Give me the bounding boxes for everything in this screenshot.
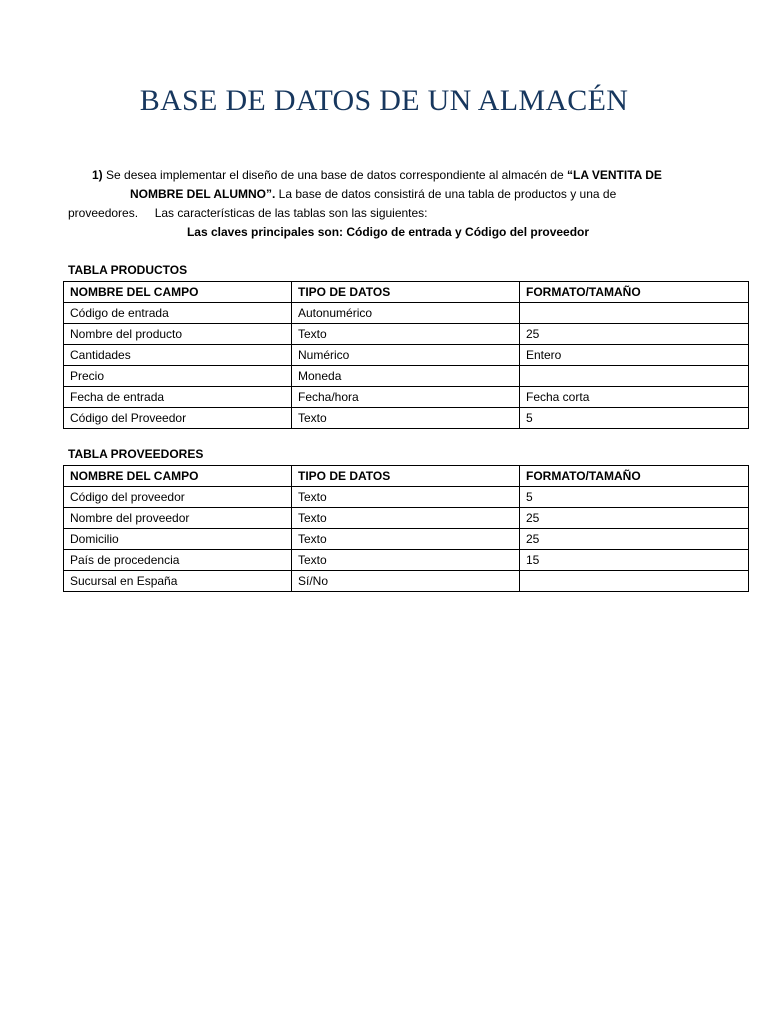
column-header: TIPO DE DATOS (292, 282, 520, 303)
proveedores-table-caption: TABLA PROVEEDORES (68, 447, 204, 461)
table-cell: Fecha corta (520, 387, 749, 408)
column-header: TIPO DE DATOS (292, 466, 520, 487)
table-cell: Precio (64, 366, 292, 387)
table-cell (520, 303, 749, 324)
productos-table (63, 281, 749, 429)
table-cell: Sucursal en España (64, 571, 292, 592)
table-row (64, 508, 749, 529)
page-title: BASE DE DATOS DE UN ALMACÉN (139, 84, 629, 117)
table-cell: 5 (520, 487, 749, 508)
table-cell: Cantidades (64, 345, 292, 366)
intro-line-1-text: Se desea implementar el diseño de una base de datos correspondiente al almacén de (102, 168, 567, 182)
column-header: NOMBRE DEL CAMPO (64, 466, 292, 487)
table-cell: 15 (520, 550, 749, 571)
table-cell: Moneda (292, 366, 520, 387)
intro-paragraph (68, 166, 708, 242)
column-header: FORMATO/TAMAÑO (520, 282, 749, 303)
table-row (64, 324, 749, 345)
table-cell: Fecha/hora (292, 387, 520, 408)
table-row (64, 529, 749, 550)
table-row (64, 487, 749, 508)
table-cell: Autonumérico (292, 303, 520, 324)
column-header: NOMBRE DEL CAMPO (64, 282, 292, 303)
table-cell: Código de entrada (64, 303, 292, 324)
table-cell: Texto (292, 408, 520, 429)
table-cell: País de procedencia (64, 550, 292, 571)
table-cell: Sí/No (292, 571, 520, 592)
productos-table-body (64, 282, 749, 429)
table-cell: Nombre del producto (64, 324, 292, 345)
column-header: FORMATO/TAMAÑO (520, 466, 749, 487)
proveedores-table (63, 465, 749, 592)
table-row (64, 550, 749, 571)
table-cell: 5 (520, 408, 749, 429)
table-row (64, 571, 749, 592)
intro-line-2-text: La base de datos consistirá de una tabla de productos y una de (275, 187, 617, 201)
intro-line-1-bold: “LA VENTITA DE (566, 168, 662, 182)
table-row (64, 387, 749, 408)
intro-line-2 (68, 185, 708, 204)
table-cell: Numérico (292, 345, 520, 366)
intro-number: 1) (92, 168, 103, 182)
proveedores-table-body (64, 466, 749, 592)
table-cell: Texto (292, 508, 520, 529)
table-cell: 25 (520, 529, 749, 550)
table-row (64, 303, 749, 324)
table-row (64, 408, 749, 429)
intro-line-1 (68, 166, 708, 185)
table-cell: Texto (292, 487, 520, 508)
table-cell: Código del Proveedor (64, 408, 292, 429)
table-cell: Fecha de entrada (64, 387, 292, 408)
table-cell: Texto (292, 550, 520, 571)
table-cell: Nombre del proveedor (64, 508, 292, 529)
table-row (64, 345, 749, 366)
proveedores-header-row (64, 466, 749, 487)
primary-keys-note: Las claves principales son: Código de entrada y Código del proveedor (186, 225, 590, 239)
productos-table-caption: TABLA PRODUCTOS (68, 263, 188, 277)
table-cell: Texto (292, 324, 520, 345)
table-cell: 25 (520, 508, 749, 529)
productos-header-row (64, 282, 749, 303)
table-cell: Domicilio (64, 529, 292, 550)
table-cell: 25 (520, 324, 749, 345)
table-cell: Texto (292, 529, 520, 550)
intro-line-2-bold: NOMBRE DEL ALUMNO”. (130, 187, 276, 201)
table-cell: Entero (520, 345, 749, 366)
table-row (64, 366, 749, 387)
table-cell: Código del proveedor (64, 487, 292, 508)
intro-line-3: proveedores. Las características de las tablas son las siguientes: (68, 206, 428, 220)
table-cell (520, 366, 749, 387)
table-cell (520, 571, 749, 592)
